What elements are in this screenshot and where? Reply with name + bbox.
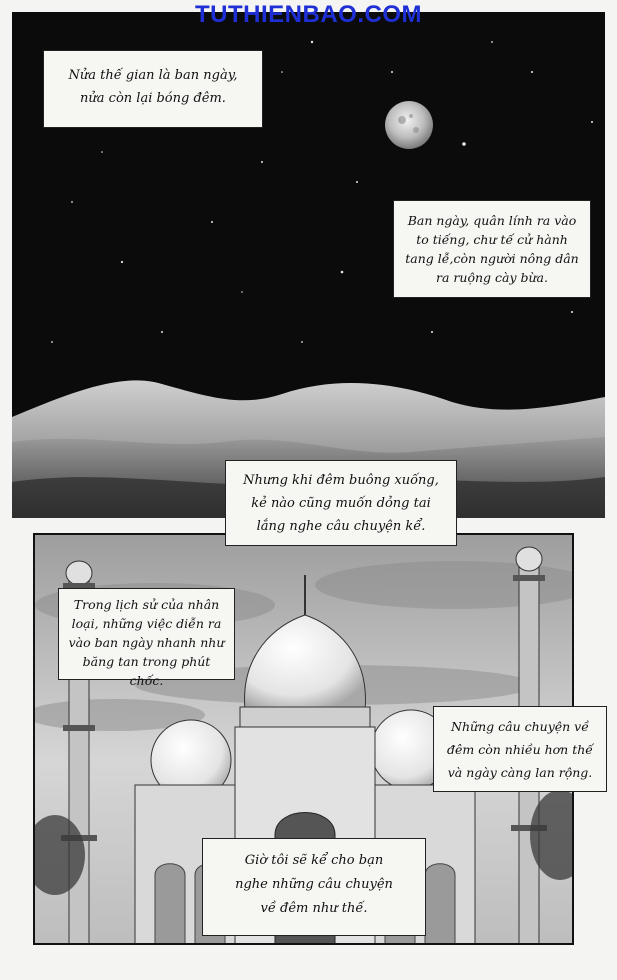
caption-line: đêm còn nhiều hơn thế	[447, 742, 593, 757]
caption-night-stories	[433, 706, 607, 792]
moon	[385, 101, 433, 149]
caption-line: Ban ngày, quân lính ra vào	[407, 213, 577, 228]
caption-line: Nửa thế gian là ban ngày,	[68, 68, 238, 83]
caption-line: kẻ nào cũng muốn dỏng tai	[251, 496, 431, 511]
caption-line: loại, những việc diễn ra	[71, 616, 222, 631]
caption-line: to tiếng, chư tế cử hành	[416, 232, 568, 247]
caption-line: nửa còn lại bóng đêm.	[80, 91, 226, 106]
caption-history	[58, 588, 235, 688]
caption-line: tang lễ,còn người nông dân	[405, 251, 579, 266]
caption-line: nghe những câu chuyện	[235, 877, 393, 892]
caption-line: ra ruộng cày bừa.	[436, 270, 548, 285]
caption-line: về đêm như thế.	[260, 901, 368, 916]
caption-storyteller	[202, 838, 426, 936]
caption-line: Trong lịch sử của nhân	[73, 597, 220, 612]
caption-line: vào ban ngày nhanh như	[68, 635, 225, 650]
caption-nightfall	[225, 460, 457, 546]
caption-line: và ngày càng lan rộng.	[447, 765, 593, 780]
caption-line: băng tan trong phút chốc.	[82, 654, 211, 688]
caption-daytime	[393, 200, 591, 298]
caption-line: lắng nghe câu chuyện kể.	[256, 519, 426, 534]
caption-line: Giờ tôi sẽ kể cho bạn	[244, 853, 384, 868]
caption-line: Nhưng khi đêm buông xuống,	[243, 473, 439, 488]
site-watermark: TUTHIENBAO.COM	[195, 1, 422, 28]
caption-line: Những câu chuyện về	[451, 719, 589, 734]
caption-half-world	[43, 50, 263, 128]
